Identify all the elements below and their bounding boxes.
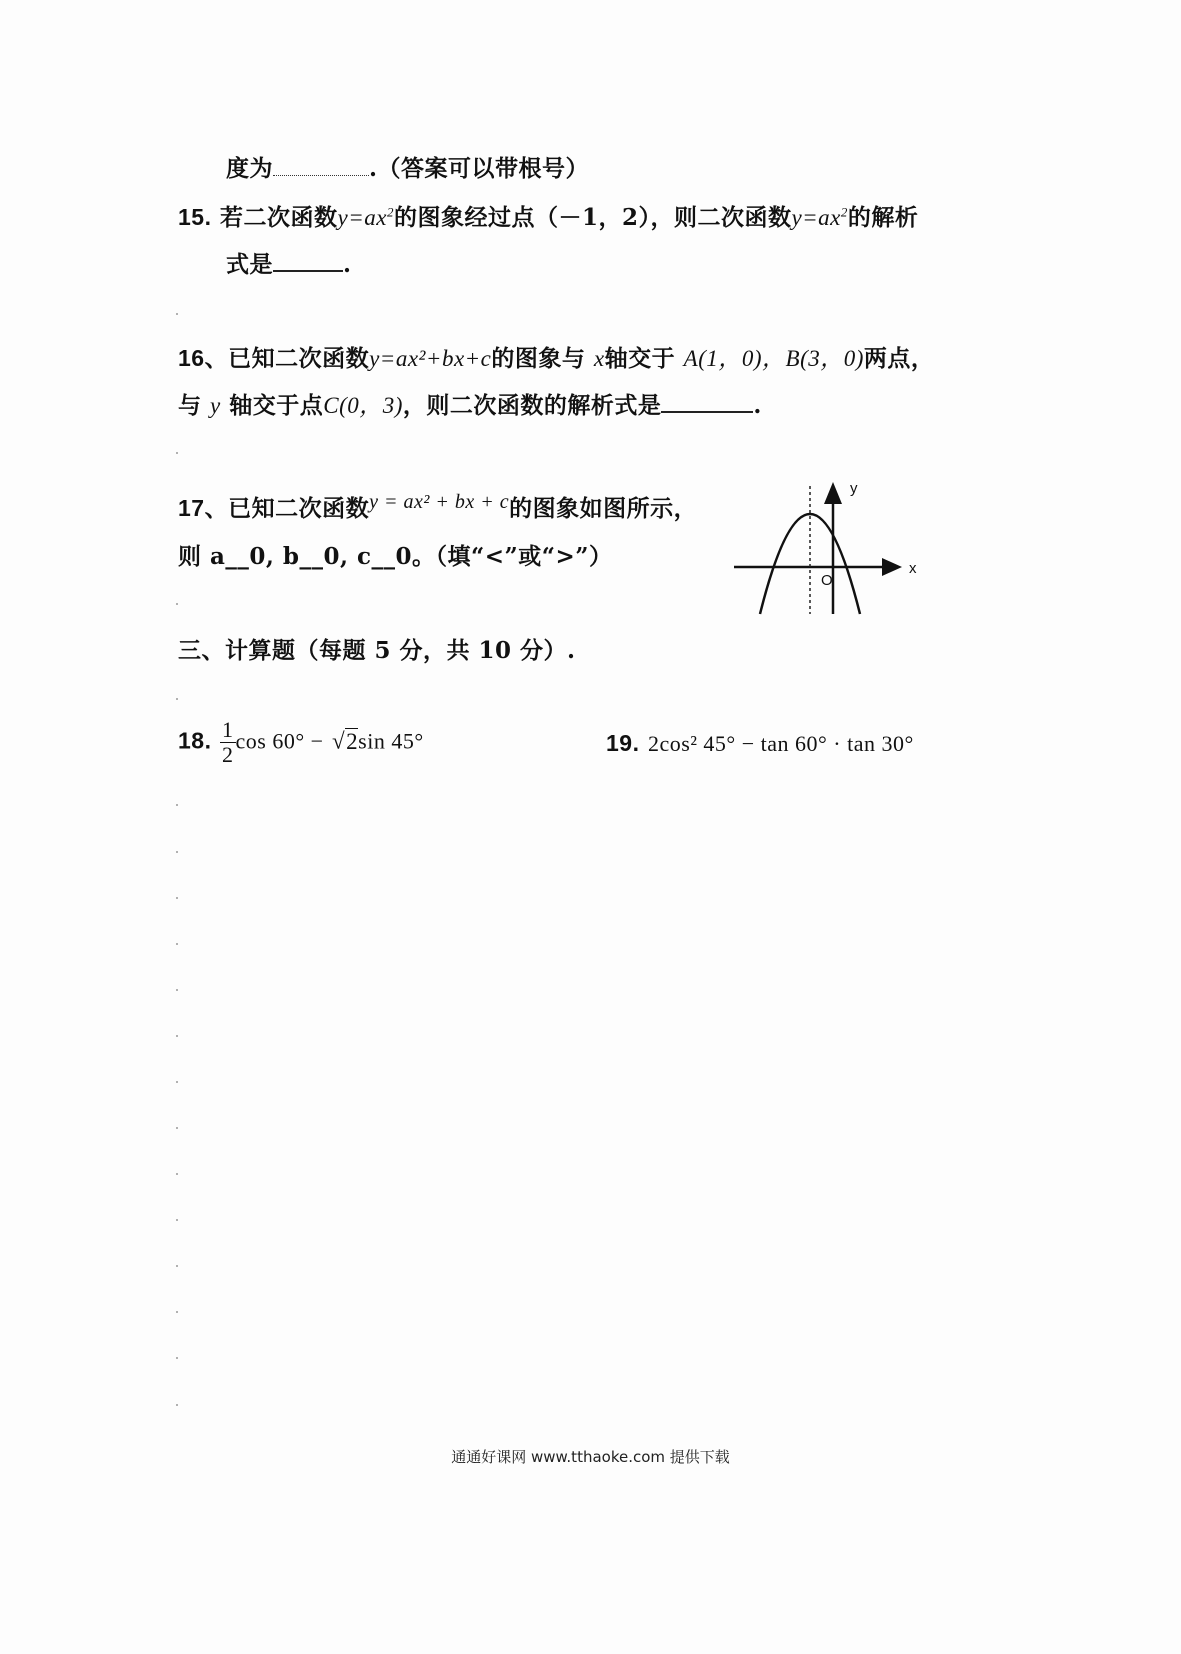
q15-line1 bbox=[178, 199, 918, 232]
q17-number: 17、 bbox=[178, 495, 229, 521]
q16-line2-end: . bbox=[753, 392, 762, 419]
section3-heading-text: 三、计算题（每题 5 分，共 10 分）. bbox=[178, 637, 576, 664]
q18-sqrt: √2 bbox=[332, 728, 359, 754]
y-axis-label: y bbox=[850, 480, 858, 497]
q18-number: 18. bbox=[178, 727, 212, 754]
q18-fraction: $\frac{1}{2}$ bbox=[222, 717, 234, 767]
q16-y-var: y bbox=[210, 393, 221, 418]
q17-expr: y = ax² + bx + c bbox=[369, 491, 510, 513]
q15-text-b: 的图象经过点（－1，2），则二次函数 bbox=[393, 204, 792, 231]
q15-expr1: $y=ax^2$ bbox=[337, 204, 394, 230]
q15-line2-end: . bbox=[343, 251, 352, 278]
q14-suffix: .（答案可以带根号） bbox=[369, 155, 590, 182]
q15-line2-text: 式是 bbox=[226, 251, 273, 278]
q16-text-c: 轴交于 bbox=[604, 345, 676, 372]
section3-heading bbox=[178, 632, 576, 665]
origin-label: O bbox=[821, 572, 833, 589]
x-axis-label: x bbox=[909, 560, 917, 577]
q16-text-b: 的图象与 bbox=[491, 345, 586, 372]
q16-expr: y=ax²+bx+c bbox=[369, 346, 492, 371]
q14-prefix: 度为 bbox=[226, 155, 273, 182]
q14-answer-blank[interactable] bbox=[273, 155, 369, 176]
y-axis-arrow-icon bbox=[824, 482, 842, 504]
q15-text-a: 若二次函数 bbox=[220, 204, 338, 231]
q17-line2-text[interactable]: 则 a__0, b__0, c__0。（填“<”或“>”） bbox=[178, 543, 613, 570]
q14-tail-line bbox=[226, 150, 589, 183]
page-footer: 通通好课网 www.tthaoke.com 提供下载 bbox=[451, 1448, 730, 1466]
q18-expr-a: cos 60° − bbox=[235, 728, 324, 754]
q16-x-var: x bbox=[593, 346, 605, 371]
q15-text-c: 的解析 bbox=[847, 204, 919, 231]
q16-point-b: B(3，0) bbox=[785, 346, 864, 371]
q16-answer-blank[interactable] bbox=[661, 411, 753, 413]
q16-point-c: C(0，3) bbox=[323, 393, 403, 418]
q17-line2 bbox=[178, 538, 613, 571]
x-axis-arrow-icon bbox=[882, 558, 902, 576]
q19-number: 19. bbox=[606, 730, 640, 756]
q17-parabola-graph bbox=[728, 478, 928, 618]
q16-number: 16、 bbox=[178, 345, 229, 371]
q15-line2 bbox=[226, 246, 352, 279]
q17-line1 bbox=[178, 490, 697, 523]
q16-line2 bbox=[178, 387, 762, 420]
q15-number: 15. bbox=[178, 204, 212, 230]
q17-text-a: 已知二次函数 bbox=[228, 495, 370, 522]
q19-line bbox=[606, 730, 914, 757]
q16-text-a: 已知二次函数 bbox=[228, 345, 370, 372]
q16-text-d: 两点， bbox=[863, 345, 935, 372]
q15-expr2: $y=ax^2$ bbox=[791, 204, 848, 230]
q18-line bbox=[178, 718, 424, 767]
q16-line2-c: ，则二次函数的解析式是 bbox=[402, 392, 662, 419]
q16-line1 bbox=[178, 340, 934, 373]
q17-text-b: 的图象如图所示， bbox=[509, 495, 698, 522]
q16-line2-b: 轴交于点 bbox=[229, 392, 324, 419]
q18-expr-b: sin 45° bbox=[358, 728, 424, 754]
q16-point-a: A(1，0)， bbox=[683, 346, 786, 371]
q15-answer-blank[interactable] bbox=[273, 270, 343, 272]
q16-line2-a: 与 bbox=[178, 392, 202, 419]
q19-expr: 2cos² 45° − tan 60° · tan 30° bbox=[648, 731, 914, 756]
